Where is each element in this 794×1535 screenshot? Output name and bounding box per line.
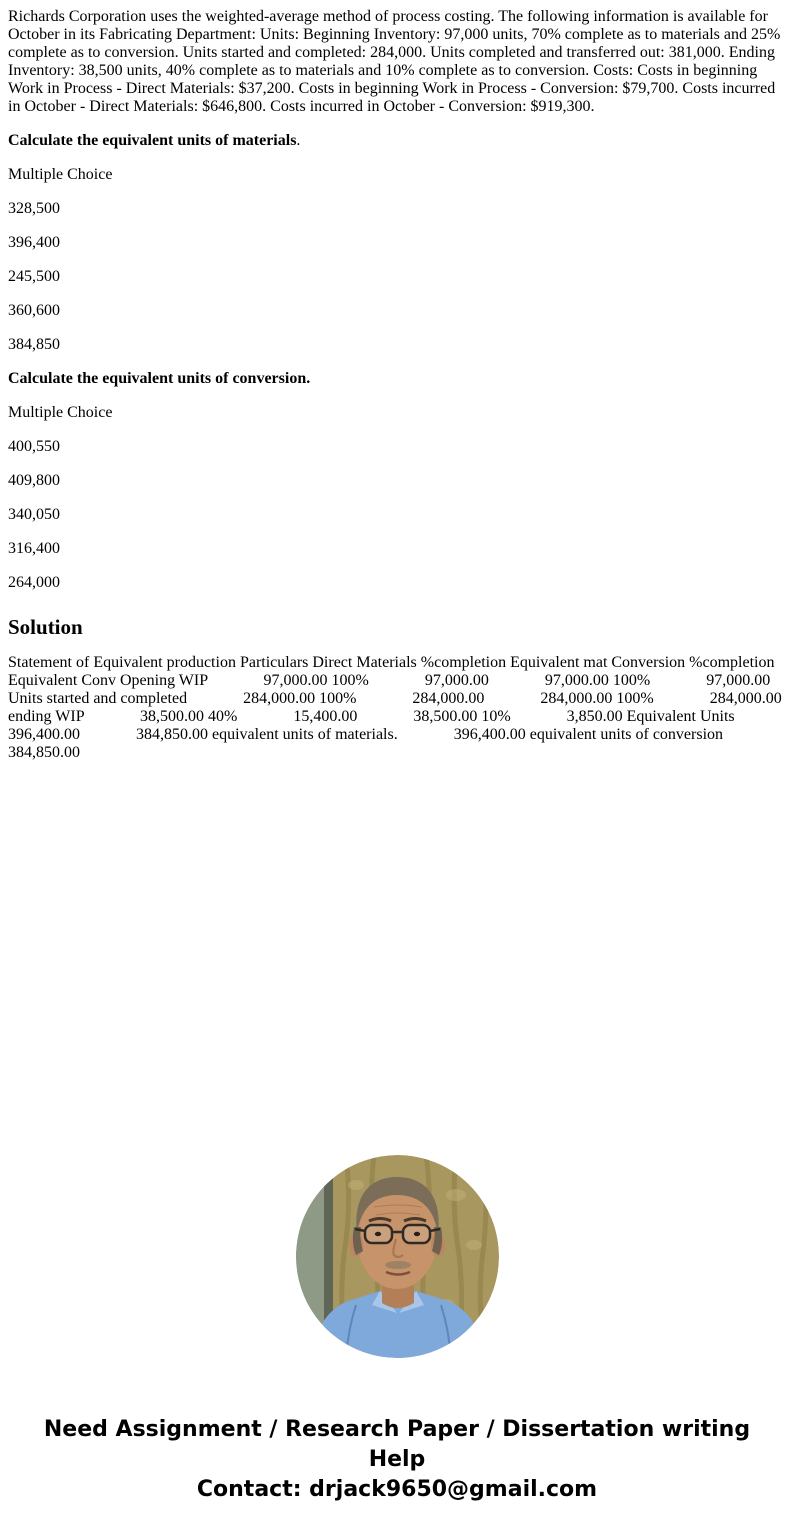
- question1-option-3: 245,500: [8, 268, 60, 285]
- solution-body: Statement of Equivalent production Particulars Direct Materials %completion Equivalent mat Conversion %completion Equivalent Conv Opening WIP 97,000.00 100% 97,000.00 97,000.00 100% 97,000.00 Units started and completed 284,000.00 100% 284,000.00 284,000.00 100% 284,000.00 ending WIP 38,500.00 40% 15,400.00 38,500.00 10% 3,850.00 Equivalent Units 396,400.00 384,850.00 equivalent units of materials. 396,400.00 equivalent units of conversion 384,850.00: [8, 654, 791, 761]
- question2-option-5: 264,000: [8, 574, 60, 591]
- question1-type-label: Multiple Choice: [8, 166, 113, 183]
- document-page: [8, 8, 791, 1505]
- footer-contact-email: Contact: drjack9650@gmail.com: [196, 1477, 598, 1502]
- question1-option-2: 396,400: [8, 234, 60, 251]
- question1-option-4: 360,600: [8, 302, 60, 319]
- problem-statement: Richards Corporation uses the weighted-average method of process costing. The following information is available for October in its Fabricating Department: Units: Beginning Inventory: 97,000 units, 70% complete as to materials and 25% complete as to conversion. Units started and completed: 284,000. Units completed and transferred out: 381,000. Ending Inventory: 38,500 units, 40% complete as to materials and 10% complete as to conversion. Costs: Costs in beginning Work in Process - Direct Materials: $37,200. Costs in beginning Work in Process - Conversion: $79,700. Costs incurred in October - Direct Materials: $646,800. Costs incurred in October - Conversion: $919,300.: [8, 8, 781, 115]
- question2-type-label: Multiple Choice: [8, 404, 113, 421]
- solution-heading: Solution: [8, 615, 83, 639]
- question1-option-5: 384,850: [8, 336, 60, 353]
- question1-heading-text: Calculate the equivalent units of materials: [8, 132, 297, 149]
- question2-option-4: 316,400: [8, 540, 60, 557]
- question2-option-1: 400,550: [8, 438, 60, 455]
- question1-heading-period: .: [296, 132, 301, 149]
- avatar-section: [8, 1155, 786, 1363]
- footer-help-text: Need Assignment / Research Paper / Dissertation writing Help: [43, 1417, 751, 1472]
- question2-option-2: 409,800: [8, 472, 60, 489]
- question2-heading: Calculate the equivalent units of conversion.: [8, 370, 311, 387]
- question1-heading: [8, 132, 786, 150]
- tutor-avatar: [296, 1155, 499, 1358]
- question2-option-3: 340,050: [8, 506, 60, 523]
- question1-option-1: 328,500: [8, 200, 60, 217]
- footer: [32, 1415, 762, 1505]
